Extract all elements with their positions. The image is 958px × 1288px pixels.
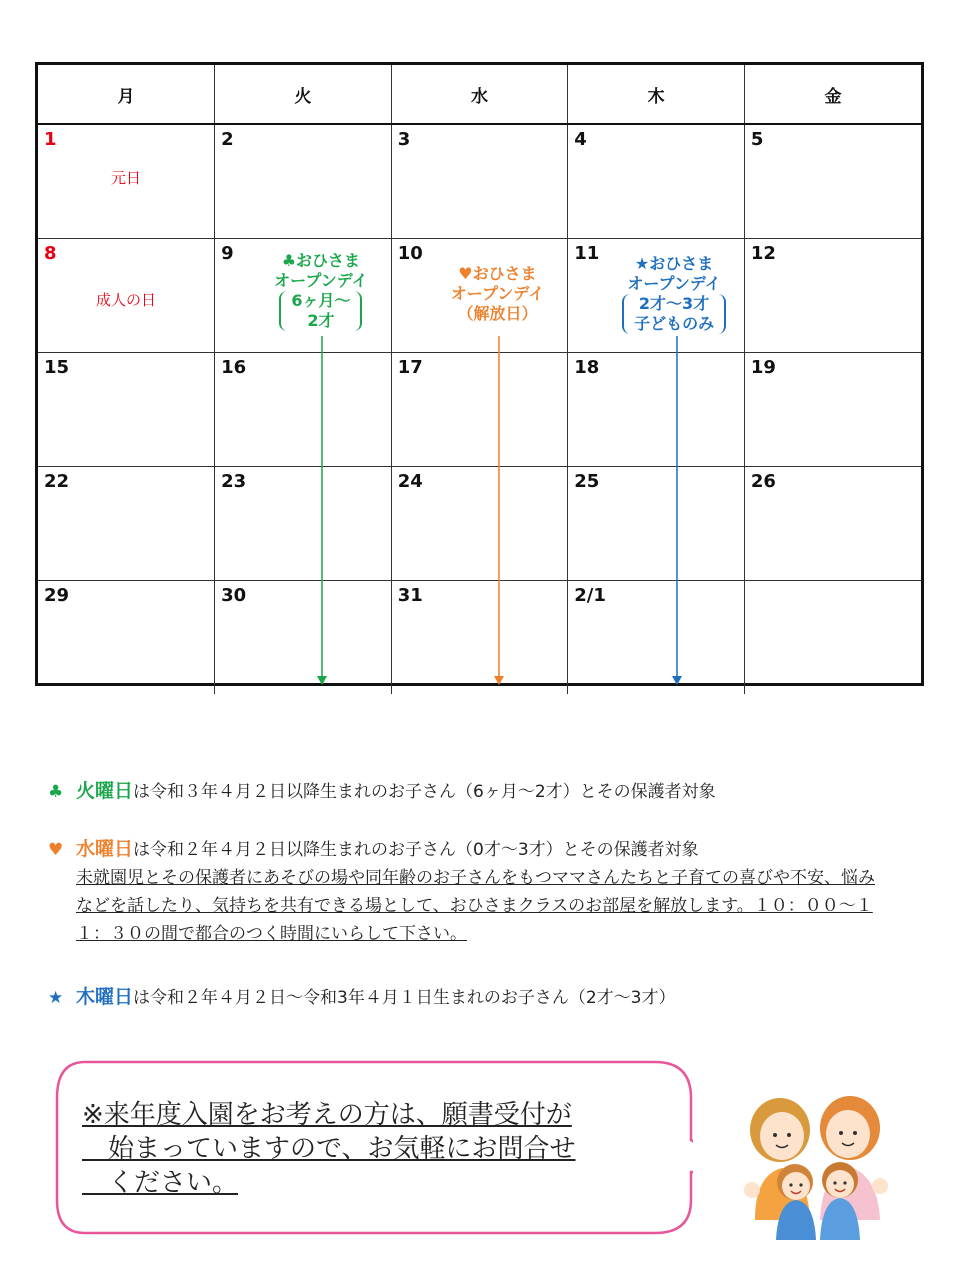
calendar [35, 62, 924, 686]
day-cell [391, 353, 568, 467]
day-number: 4 [574, 129, 587, 150]
day-number: 17 [397, 357, 423, 378]
day-cell [568, 239, 745, 353]
day-cell [744, 581, 921, 695]
event-note: （解放日） [457, 304, 538, 323]
weekday-wed: 水 [391, 65, 568, 124]
day-cell [215, 353, 392, 467]
week-row [38, 467, 921, 581]
day-number: 9 [221, 243, 234, 264]
day-cell [38, 581, 215, 695]
event-age-bracket [622, 294, 726, 334]
weekday-mon: 月 [38, 65, 215, 124]
wednesday-event [432, 264, 564, 324]
day-number: 22 [44, 471, 70, 492]
week-row [38, 353, 921, 467]
day-cell [744, 467, 921, 581]
note-text: は令和３年４月２日以降生まれのお子さん（6ヶ月～2才）とその保護者対象 [133, 782, 716, 802]
star-icon: ★ [48, 988, 64, 1008]
day-number: 31 [397, 585, 423, 606]
day-cell [391, 239, 568, 353]
weekday-header-row [38, 65, 921, 124]
event-children-only: 子どものみ [634, 314, 715, 333]
day-cell [215, 581, 392, 695]
heart-icon: ♥ [48, 840, 64, 860]
day-number: 12 [750, 243, 776, 264]
note-thursday [48, 983, 908, 1012]
event-age-to: 2才 [307, 311, 335, 330]
day-cell [38, 124, 215, 239]
week-row [38, 124, 921, 239]
event-subtitle: オープンデイ [450, 284, 545, 303]
day-cell [38, 467, 215, 581]
notice-line-3: ください。 [82, 1168, 239, 1198]
event-subtitle: オープンデイ [627, 274, 721, 293]
day-cell [391, 581, 568, 695]
day-cell [215, 467, 392, 581]
day-number: 26 [750, 471, 776, 492]
day-cell [38, 353, 215, 467]
day-number: 24 [397, 471, 423, 492]
event-title: ★おひさま [634, 254, 714, 273]
day-cell [744, 239, 921, 353]
tuesday-event [255, 251, 387, 331]
day-cell [568, 467, 745, 581]
notice-line-1: ※来年度入園をお考えの方は、願書受付が [82, 1100, 572, 1130]
event-age-from: 6ヶ月～ [291, 291, 351, 310]
day-number: 10 [397, 243, 423, 264]
day-number: 23 [221, 471, 247, 492]
day-number: 1 [44, 129, 57, 150]
thursday-event [608, 254, 740, 334]
weekday-tue: 火 [215, 65, 392, 124]
day-number: 5 [750, 129, 764, 150]
week-row [38, 581, 921, 695]
calendar-table [38, 65, 921, 694]
day-number: 3 [397, 129, 411, 150]
note-text: は令和２年４月２日～令和3年４月１日生まれのお子さん（2才～3才） [133, 988, 676, 1008]
day-cell [568, 124, 745, 239]
day-number: 11 [574, 243, 600, 264]
note-wednesday [48, 835, 908, 948]
day-cell [568, 353, 745, 467]
day-number: 16 [221, 357, 247, 378]
day-cell [744, 353, 921, 467]
holiday-label: 元日 [111, 169, 142, 187]
day-cell [215, 124, 392, 239]
note-lead: 水曜日 [76, 838, 134, 860]
note-description: 未就園児とその保護者にあそびの場や同年齢のお子さんをもつママさんたちと子育ての喜びや不安、悩みなどを話したり、気持ちを共有できる場として、おひさまクラスのお部屋を解放します。１０：００～１１：３０の間で都合のつく時間にいらして下さい。 [76, 868, 875, 944]
note-lead: 火曜日 [76, 780, 134, 802]
day-cell [391, 124, 568, 239]
day-cell [38, 239, 215, 353]
day-cell [568, 581, 745, 695]
day-cell [744, 124, 921, 239]
day-number: 2 [221, 129, 234, 150]
week-row [38, 239, 921, 353]
event-title: ♥おひさま [458, 264, 537, 283]
weekday-fri: 金 [744, 65, 921, 124]
note-text: は令和２年４月２日以降生まれのお子さん（0才～3才）とその保護者対象 [133, 840, 699, 860]
event-age-bracket [279, 291, 362, 331]
event-subtitle: オープンデイ [274, 271, 368, 290]
enrollment-notice [82, 1098, 662, 1200]
family-illustration-icon [740, 1090, 890, 1240]
day-number: 15 [44, 357, 70, 378]
event-title: ♣おひさま [281, 251, 361, 270]
day-number: 25 [574, 471, 600, 492]
event-age-range: 2才～3才 [638, 294, 710, 313]
day-number: 18 [574, 357, 600, 378]
day-number: 30 [221, 585, 247, 606]
day-cell [215, 239, 392, 353]
day-number: 19 [750, 357, 776, 378]
day-number: 2/1 [574, 585, 606, 606]
clover-icon: ♣ [48, 782, 64, 802]
day-number: 8 [44, 243, 57, 264]
day-cell [391, 467, 568, 581]
note-tuesday [48, 777, 908, 806]
holiday-label: 成人の日 [96, 291, 157, 309]
day-number: 29 [44, 585, 70, 606]
notice-line-2: 始まっていますので、お気軽にお問合せ [82, 1134, 576, 1164]
note-lead: 木曜日 [76, 986, 134, 1008]
weekday-thu: 木 [568, 65, 745, 124]
